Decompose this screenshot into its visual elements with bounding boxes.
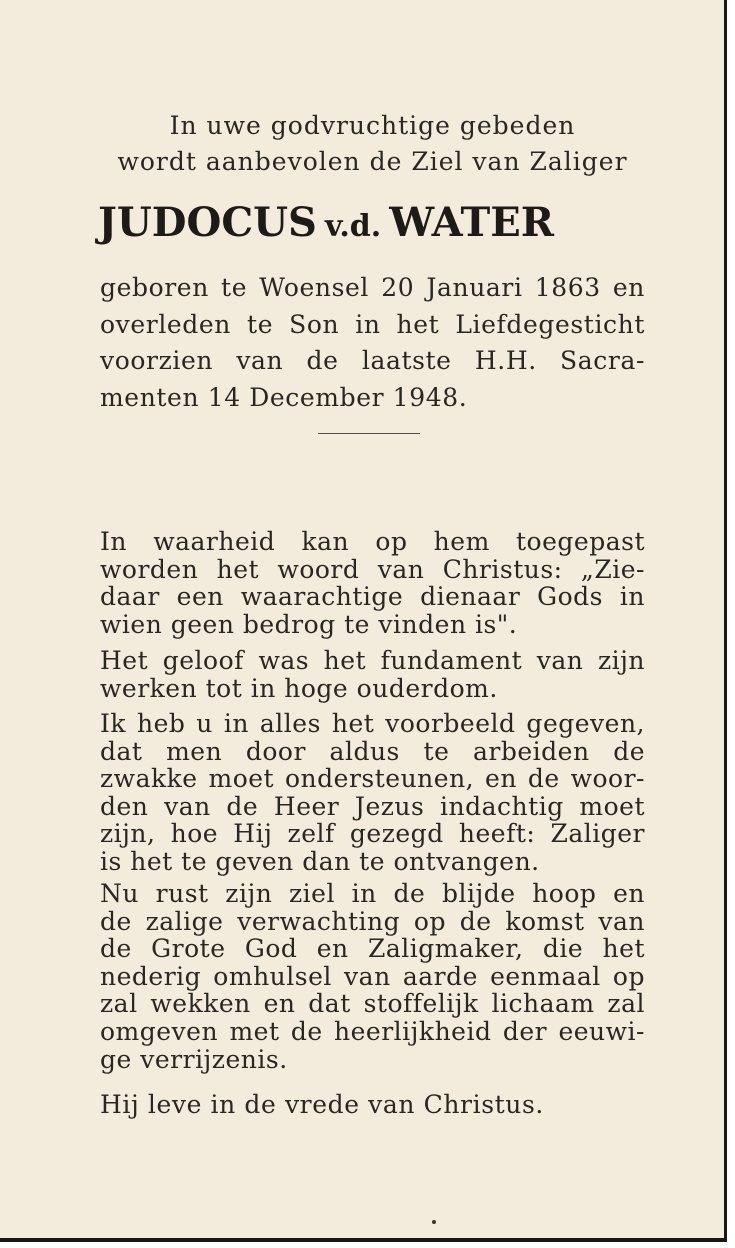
intro-text bbox=[100, 108, 645, 180]
paragraph-3 bbox=[100, 710, 645, 876]
birth-line: geboren te Woensel 20 Januari 1863 en bbox=[100, 273, 645, 302]
birth-line: voorzien van de laatste H.H. Sacra- bbox=[100, 346, 645, 376]
paragraph-1 bbox=[100, 528, 645, 638]
birth-line: overleden te Son in het Liefdegesticht bbox=[100, 309, 645, 339]
body-line: worden het woord van Christus: „Zie- bbox=[100, 554, 645, 584]
body-line: Het geloof was het fundament van zijn bbox=[100, 646, 645, 675]
body-line: werken tot in hoge ouderdom. bbox=[100, 673, 498, 703]
body-line: Nu rust zijn ziel in de blijde hoop en bbox=[100, 879, 645, 908]
divider-rule bbox=[318, 433, 420, 434]
birth-line: menten 14 December 1948. bbox=[100, 382, 468, 412]
closing-line: Hij leve in de vrede van Christus. bbox=[100, 1090, 544, 1119]
name-particle: v.d. bbox=[324, 209, 382, 244]
body-line: daar een waarachtige dienaar Gods in bbox=[100, 582, 645, 612]
print-dot bbox=[432, 1220, 436, 1224]
body-line: den van de Heer Jezus indachtig moet bbox=[100, 791, 645, 821]
body-line: wien geen bedrog te vinden is". bbox=[100, 609, 518, 639]
birth-death-paragraph bbox=[100, 270, 645, 416]
deceased-name bbox=[98, 196, 648, 254]
intro-line-2: wordt aanbevolen de Ziel van Zaliger bbox=[117, 147, 628, 176]
body-line: dat men door aldus te arbeiden de bbox=[100, 736, 645, 766]
body-line: Ik heb u in alles het voorbeeld gegeven, bbox=[100, 709, 645, 738]
body-line: In waarheid kan op hem toegepast bbox=[100, 527, 645, 556]
body-line: zijn, hoe Hij zelf gezegd heeft: Zaliger bbox=[100, 819, 645, 849]
body-line: de zalige verwachting op de komst van bbox=[100, 906, 645, 936]
paragraph-4 bbox=[100, 880, 645, 1073]
intro-line-1: In uwe godvruchtige gebeden bbox=[169, 111, 576, 140]
body-line: nederig omhulsel van aarde eenmaal op bbox=[100, 961, 645, 991]
body-line: ge verrijzenis. bbox=[100, 1044, 288, 1074]
body-line: omgeven met de heerlijkheid der eeuwi- bbox=[100, 1016, 645, 1046]
body-line: zwakke moet ondersteunen, en de woor- bbox=[100, 764, 645, 794]
name-first: JUDOCUS bbox=[98, 199, 317, 246]
body-line: zal wekken en dat stoffelijk lichaam zal bbox=[100, 989, 645, 1019]
name-last: WATER bbox=[389, 199, 554, 246]
body-line: is het te geven dan te ontvangen. bbox=[100, 846, 540, 876]
body-line: de Grote God en Zaligmaker, die het bbox=[100, 934, 645, 964]
paragraph-2 bbox=[100, 647, 645, 702]
